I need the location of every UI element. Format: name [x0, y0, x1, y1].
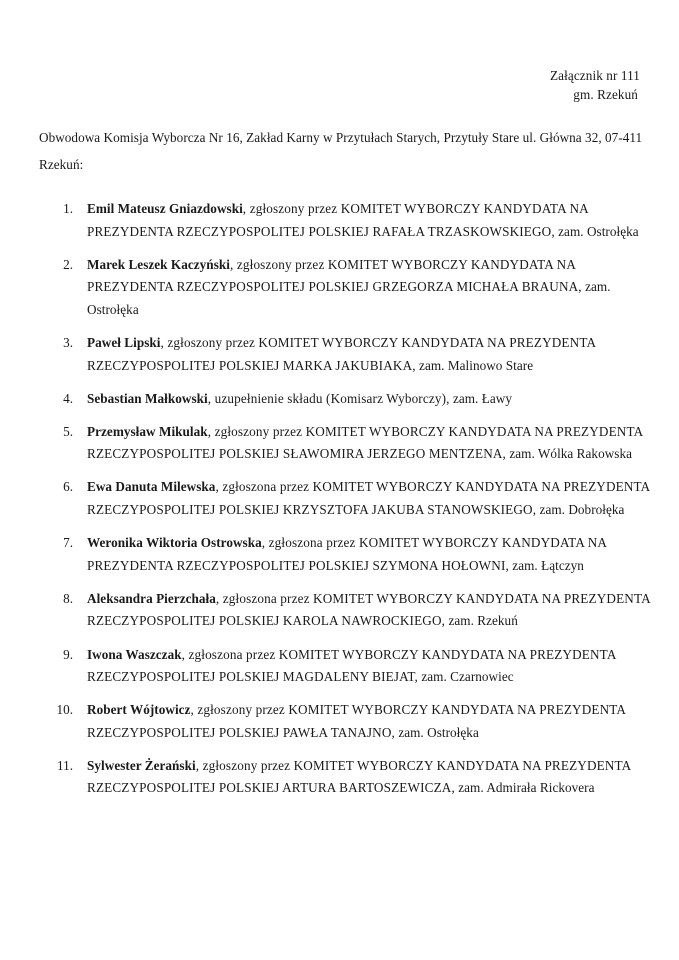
list-item-number: 10. — [56, 702, 73, 718]
list-item-number: 7. — [63, 535, 73, 551]
list-item — [39, 332, 653, 377]
commission-intro-paragraph: Obwodowa Komisja Wyborcza Nr 16, Zakład Karny w Przytułach Starych, Przytuły Stare ul. Główna 32, 07-411 Rzekuń: — [39, 130, 643, 172]
member-residence: zam. Ławy — [449, 390, 512, 406]
list-item-number: 1. — [63, 201, 73, 216]
member-name: Emil Mateusz Gniazdowski — [87, 201, 243, 216]
list-item — [39, 388, 653, 411]
member-nomination: , zgłoszona przez KOMITET WYBORCZY KANDYDATA NA PREZYDENTA RZECZYPOSPOLITEJ POLSKIEJ KRZYSZTOFA JAKUBA STANOWSKIEGO, — [87, 479, 650, 518]
member-residence: zam. Łątczyn — [508, 557, 584, 573]
list-item — [39, 644, 653, 689]
member-residence: zam. Ostrołęka — [554, 223, 639, 239]
member-nomination: , zgłoszony przez KOMITET WYBORCZY KANDYDATA NA PREZYDENTA RZECZYPOSPOLITEJ POLSKIEJ GRZEGORZA MICHAŁA BRAUNA, — [87, 256, 582, 295]
member-nomination: , zgłoszona przez KOMITET WYBORCZY KANDYDATA NA PREZYDENTA RZECZYPOSPOLITEJ POLSKIEJ MAGDALENY BIEJAT, — [87, 646, 616, 685]
list-item-number: 3. — [63, 334, 73, 350]
member-name: Przemysław Mikulak — [87, 423, 208, 439]
member-nomination: , zgłoszony przez KOMITET WYBORCZY KANDYDATA NA PREZYDENTA RZECZYPOSPOLITEJ POLSKIEJ RAFAŁA TRZASKOWSKIEGO, — [87, 201, 589, 239]
list-item-number: 2. — [63, 256, 73, 272]
list-item-number: 8. — [63, 590, 73, 606]
member-nomination: , zgłoszony przez KOMITET WYBORCZY KANDYDATA NA PREZYDENTA RZECZYPOSPOLITEJ POLSKIEJ SŁAWOMIRA JERZEGO MENTZENA, — [87, 423, 643, 462]
list-item-number: 11. — [57, 757, 73, 773]
member-nomination: , zgłoszony przez KOMITET WYBORCZY KANDYDATA NA PREZYDENTA RZECZYPOSPOLITEJ POLSKIEJ ARTURA BARTOSZEWICZA, — [87, 757, 631, 796]
list-item — [39, 198, 653, 243]
member-name: Marek Leszek Kaczyński — [87, 256, 230, 272]
member-nomination: , uzupełnienie składu (Komisarz Wyborczy), — [207, 390, 450, 406]
member-residence: zam. Ostrołęka — [87, 279, 611, 317]
member-nomination: , zgłoszony przez KOMITET WYBORCZY KANDYDATA NA PREZYDENTA RZECZYPOSPOLITEJ POLSKIEJ PAWŁA TANAJNO, — [87, 702, 626, 740]
list-item-number: 6. — [63, 479, 73, 495]
member-name: Ewa Danuta Milewska — [87, 479, 216, 495]
list-item-number: 4. — [63, 390, 73, 406]
member-name: Robert Wójtowicz — [87, 702, 191, 718]
member-name: Sebastian Małkowski — [87, 390, 208, 406]
member-residence: zam. Czarnowiec — [418, 669, 514, 685]
list-item — [39, 421, 653, 466]
list-item-number: 5. — [63, 423, 73, 439]
document-header — [550, 66, 640, 104]
commission-members-list — [39, 198, 653, 811]
list-item — [39, 476, 653, 521]
list-item — [39, 254, 653, 322]
member-name: Paweł Lipski — [87, 334, 161, 350]
list-item-number: 9. — [63, 646, 73, 662]
member-residence: zam. Admirała Rickovera — [454, 780, 595, 796]
member-name: Iwona Waszczak — [87, 646, 182, 662]
list-item — [39, 588, 653, 633]
member-name: Sylwester Żerański — [87, 757, 196, 773]
member-name: Aleksandra Pierzchała — [87, 590, 216, 606]
member-residence: zam. Malinowo Stare — [415, 357, 534, 373]
list-item — [39, 532, 653, 577]
member-nomination: , zgłoszona przez KOMITET WYBORCZY KANDYDATA NA PREZYDENTA RZECZYPOSPOLITEJ POLSKIEJ KAROLA NAWROCKIEGO, — [87, 590, 651, 629]
member-residence: zam. Wólka Rakowska — [506, 446, 633, 462]
member-nomination: , zgłoszony przez KOMITET WYBORCZY KANDYDATA NA PREZYDENTA RZECZYPOSPOLITEJ POLSKIEJ MARKA JAKUBIAKA, — [87, 334, 596, 373]
municipality-label: gm. Rzekuń — [573, 87, 638, 102]
list-item — [39, 755, 653, 800]
member-residence: zam. Ostrołęka — [394, 724, 479, 740]
list-item — [39, 699, 653, 744]
member-residence: zam. Rzekuń — [445, 613, 518, 629]
member-nomination: , zgłoszona przez KOMITET WYBORCZY KANDYDATA NA PREZYDENTA RZECZYPOSPOLITEJ POLSKIEJ SZYMONA HOŁOWNI, — [87, 535, 607, 573]
attachment-number-label: Załącznik nr 111 — [550, 68, 640, 83]
member-residence: zam. Dobrołęka — [536, 502, 625, 518]
member-name: Weronika Wiktoria Ostrowska — [87, 535, 262, 551]
